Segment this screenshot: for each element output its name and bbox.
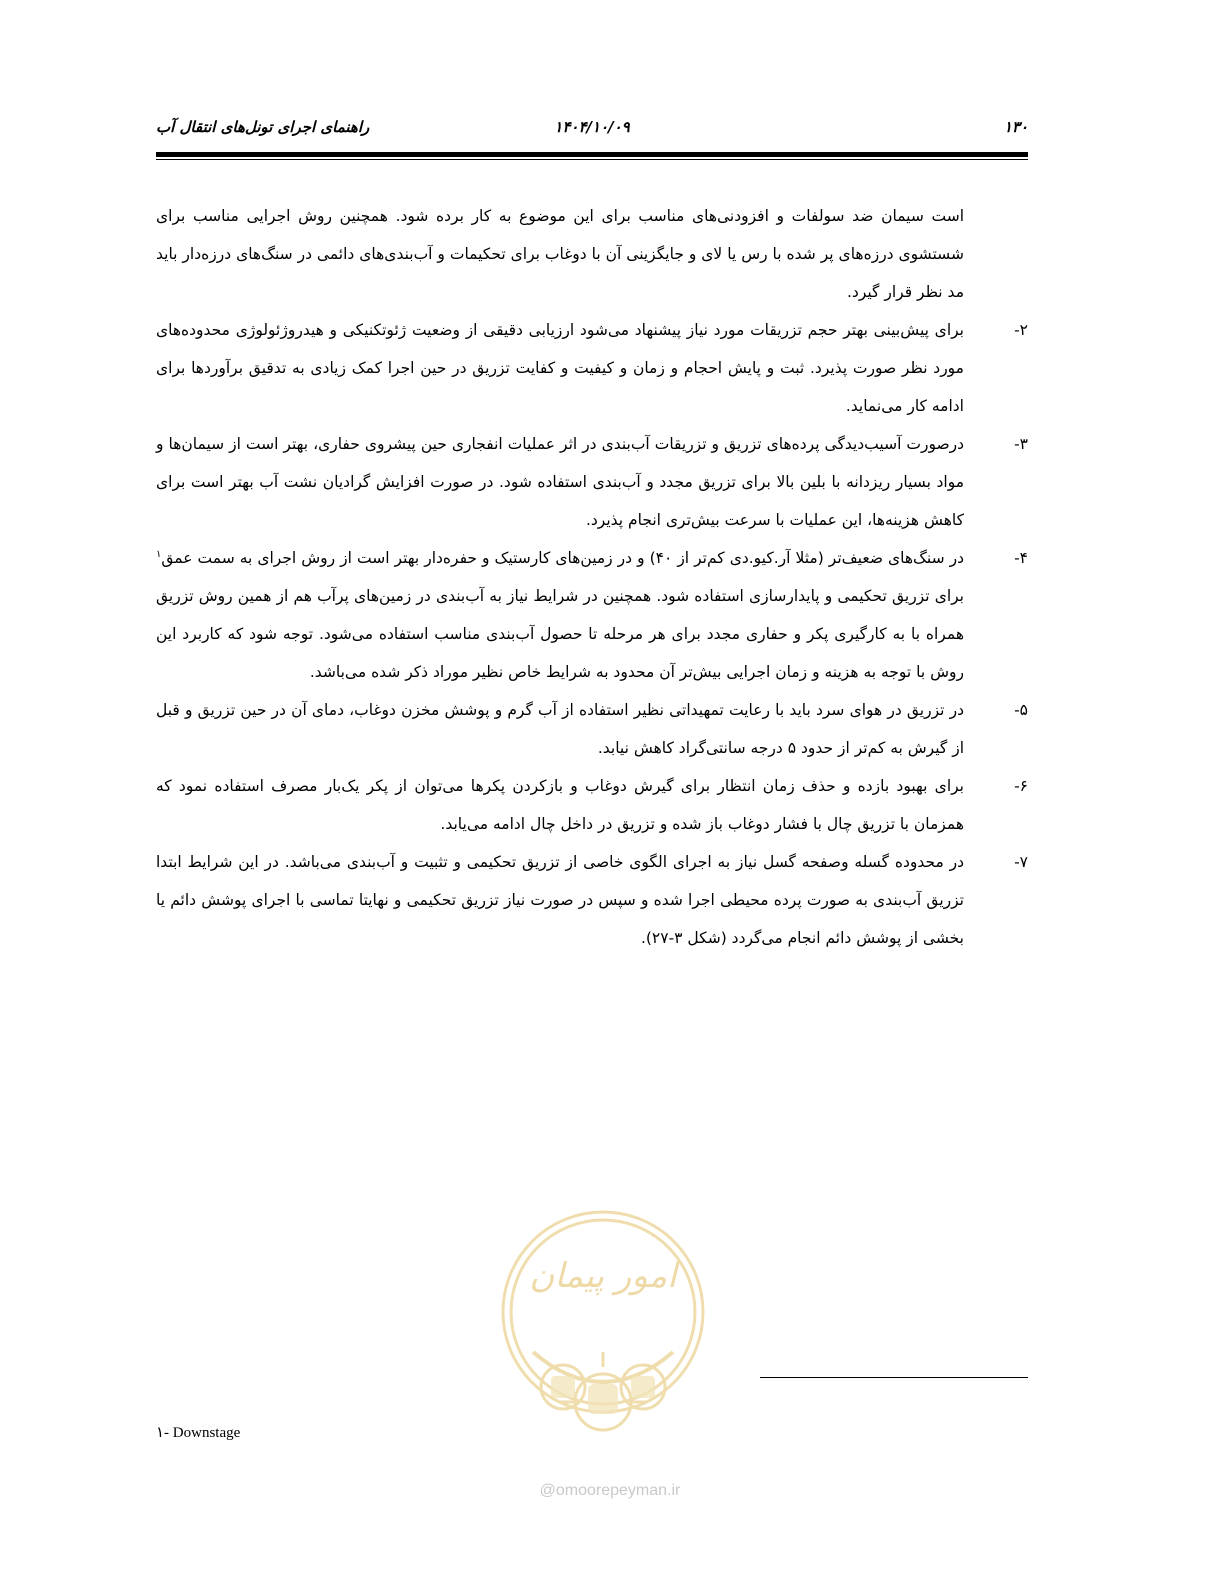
list-item-2 [156,311,1028,425]
item-text-after: برای تزریق تحکیمی و پایدارسازی استفاده شود. همچنین در شرایط نیاز به آب‌بندی در زمین‌های پرآب هم از همین روش تزریق همراه با به کارگیری پکر و حفاری مجدد برای هر مرحله تا حصول آب‌بندی مناسب استفاده می‌شود. توجه شود که کاربرد این روش با توجه به هزینه و زمان اجرایی بیش‌تر آن محدود به شرایط خاص نظیر موراد ذکر شده می‌باشد. [156,587,964,681]
intro-paragraph: است سیمان ضد سولفات و افزودنی‌های مناسب برای این موضوع به کار برده شود. همچنین روش اجرایی مناسب برای شستشوی درزه‌های پر شده با رس یا لای و جایگزینی آن با دوغاب برای تحکیمات و آب‌بندی‌های دائمی در سنگ‌های درزه‌دار باید مد نظر قرار گیرد. [156,207,964,301]
item-text: برای پیش‌بینی بهتر حجم تزریقات مورد نیاز پیشنهاد می‌شود ارزیابی دقیقی از وضعیت ژئوتکنیکی و هیدروژئولوژی محدوده‌های مورد نظر صورت پذیرد. ثبت و پایش احجام و زمان و کیفیت و کفایت تزریق در حین اجرا کمک زیادی به تدقیق برآوردها برای ادامه کار می‌نماید. [156,321,964,415]
item-text: در تزریق در هوای سرد باید با رعایت تمهیداتی نظیر استفاده از آب گرم و پوشش مخزن دوغاب، دمای آن در حین تزریق و قبل از گیرش به کم‌تر از حدود ۵ درجه سانتی‌گراد کاهش نیابد. [156,701,964,757]
footnote: ۱- Downstage [156,1425,241,1441]
running-header [156,118,1028,142]
item-number: ۶- [1014,777,1028,795]
item-number: ۵- [1014,701,1028,719]
list-item-4 [156,539,1028,691]
list-item-6 [156,767,1028,843]
footnote-rule [760,1377,1028,1378]
header-rule-thin [156,159,1028,160]
item-text-before: در سنگ‌های ضعیف‌تر (مثلا آر.کیو.دی کم‌تر از ۴۰) و در زمین‌های کارستیک و حفره‌دار بهتر است از روش اجرای به سمت عمق [161,549,964,567]
header-rule-thick [156,152,1028,157]
footnote-marker: ۱ [156,548,162,560]
watermark-logo [493,1162,713,1482]
watermark-url: @omoorepeyman.ir [539,1482,681,1499]
item-text: در محدوده گسله وصفحه گسل نیاز به اجرای الگوی خاصی از تزریق تحکیمی و تثبیت و آب‌بندی می‌باشد. در این شرایط ابتدا تزریق آب‌بندی به صورت پرده محیطی اجرا شده و سپس در صورت نیاز تزریق تحکیمی و نهایتا تماسی با اجرای پوشش دائم یا بخشی از پوشش دائم انجام می‌گردد (شکل ۳-۲۷). [156,853,964,947]
header-title: راهنمای اجرای تونل‌های انتقال آب [156,118,370,136]
item-number: ۳- [1014,435,1028,453]
body-text [156,197,1028,957]
watermark-text: امور پیمان [529,1256,677,1296]
list-item-7 [156,843,1028,957]
page-number: ۱۳۰ [1003,118,1028,136]
item-text: درصورت آسیب‌دیدگی پرده‌های تزریق و تزریقات آب‌بندی در اثر عملیات انفجاری حین پیشروی حفاری، بهتر است از سیمان‌ها و مواد بسیار ریزدانه با بلین بالا برای تزریق مجدد و آب‌بندی استفاده شود. در صورت افزایش گرادیان نشت آب بهتر است برای کاهش هزینه‌ها، این عملیات با سرعت بیش‌تری انجام پذیرد. [156,435,964,529]
item-number: ۷- [1014,853,1028,871]
header-date: ۱۴۰۴/۱۰/۰۹ [554,118,630,136]
item-number: ۲- [1014,321,1028,339]
item-text: برای بهبود بازده و حذف زمان انتظار برای گیرش دوغاب و بازکردن پکرها می‌توان از پکر یک‌بار مصرف استفاده نمود که همزمان با تزریق چال با فشار دوغاب باز شده و تزریق در داخل چال ادامه می‌یابد. [156,777,964,833]
list-item-5 [156,691,1028,767]
item-number: ۴- [1014,549,1028,567]
list-item-3 [156,425,1028,539]
